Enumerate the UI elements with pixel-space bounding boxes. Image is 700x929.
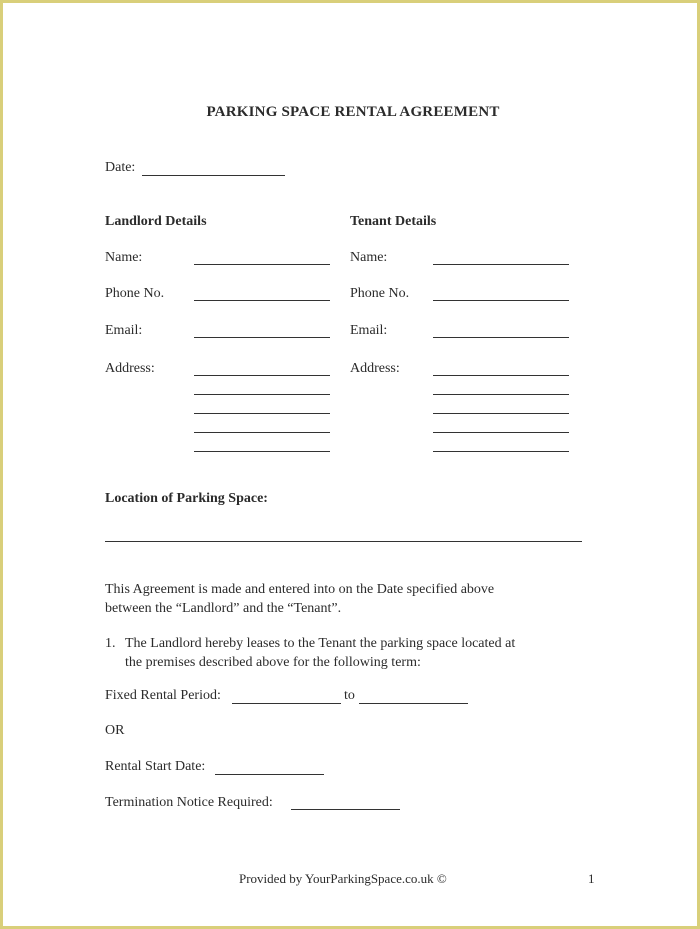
landlord-address-label: Address:	[105, 361, 155, 376]
landlord-address-line[interactable]	[194, 451, 330, 452]
intro-line-2: between the “Landlord” and the “Tenant”.	[105, 601, 342, 616]
location-field[interactable]	[105, 541, 582, 542]
date-field[interactable]	[142, 175, 285, 176]
termination-label: Termination Notice Required:	[105, 795, 273, 810]
landlord-address-line[interactable]	[194, 432, 330, 433]
landlord-address-line[interactable]	[194, 413, 330, 414]
tenant-phone-label: Phone No.	[350, 286, 410, 301]
tenant-email-label: Email:	[350, 323, 388, 338]
footer-text: Provided by YourParkingSpace.co.uk ©	[239, 871, 447, 886]
landlord-email-label: Email:	[105, 323, 143, 338]
tenant-address-line[interactable]	[433, 394, 569, 395]
tenant-address-label: Address:	[350, 361, 400, 376]
tenant-address-line[interactable]	[433, 375, 569, 376]
tenant-name-field[interactable]	[433, 264, 569, 265]
landlord-name-label: Name:	[105, 250, 143, 265]
date-label: Date:	[105, 160, 136, 175]
to-label: to	[344, 688, 355, 703]
landlord-address-line[interactable]	[194, 394, 330, 395]
landlord-address-line[interactable]	[194, 375, 330, 376]
clause-1-line-2: the premises described above for the following term:	[125, 655, 421, 670]
landlord-phone-field[interactable]	[194, 300, 330, 301]
page-number: 1	[588, 871, 595, 886]
tenant-address-line[interactable]	[433, 432, 569, 433]
termination-field[interactable]	[291, 809, 400, 810]
landlord-heading: Landlord Details	[105, 214, 207, 229]
start-date-field[interactable]	[215, 774, 324, 775]
fixed-period-start-field[interactable]	[232, 703, 341, 704]
or-label: OR	[105, 723, 125, 738]
tenant-address-line[interactable]	[433, 451, 569, 452]
clause-1-line-1: The Landlord hereby leases to the Tenant the parking space located at	[125, 636, 516, 651]
tenant-email-field[interactable]	[433, 337, 569, 338]
start-date-label: Rental Start Date:	[105, 759, 206, 774]
tenant-heading: Tenant Details	[350, 214, 437, 229]
fixed-period-label: Fixed Rental Period:	[105, 688, 221, 703]
tenant-name-label: Name:	[350, 250, 388, 265]
tenant-address-line[interactable]	[433, 413, 569, 414]
landlord-name-field[interactable]	[194, 264, 330, 265]
intro-line-1: This Agreement is made and entered into on the Date specified above	[105, 582, 495, 597]
location-heading: Location of Parking Space:	[105, 491, 268, 506]
fixed-period-end-field[interactable]	[359, 703, 468, 704]
document-title: PARKING SPACE RENTAL AGREEMENT	[206, 104, 500, 120]
landlord-email-field[interactable]	[194, 337, 330, 338]
tenant-phone-field[interactable]	[433, 300, 569, 301]
clause-1-number: 1.	[105, 636, 116, 651]
landlord-phone-label: Phone No.	[105, 286, 165, 301]
